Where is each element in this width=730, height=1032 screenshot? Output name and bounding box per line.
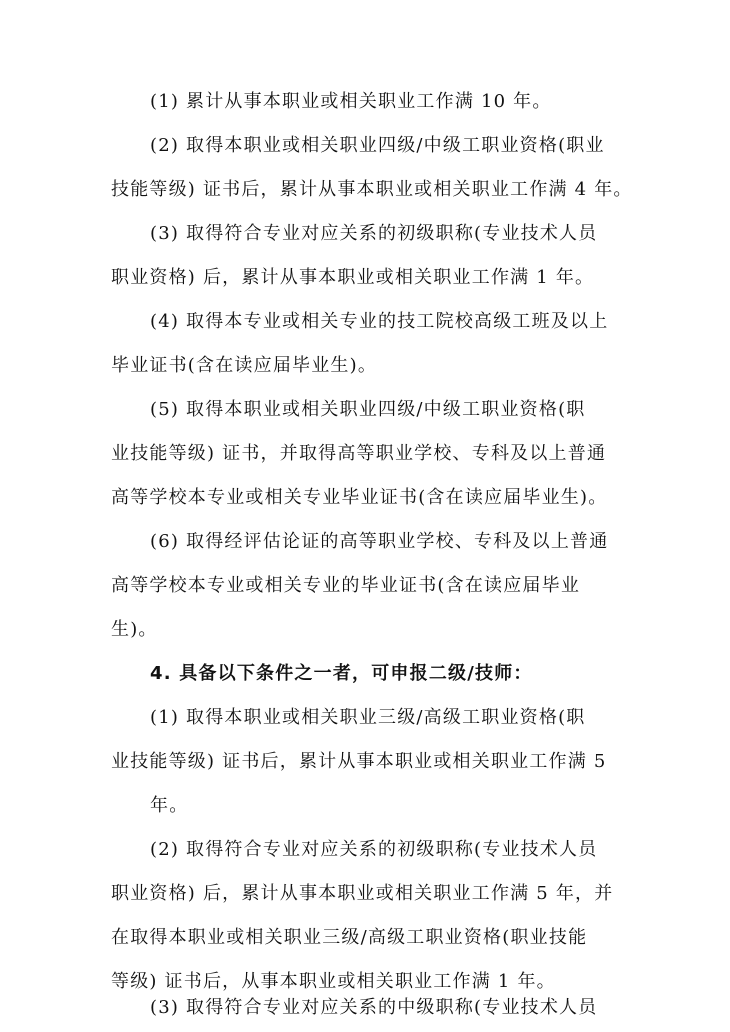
text-line: 在取得本职业或相关职业三级/高级工职业资格(职业技能: [111, 927, 588, 948]
paragraph-line: [0, 300, 730, 344]
paragraph-line: [0, 564, 730, 608]
paragraph-line: [0, 432, 730, 476]
paragraph-line: [0, 476, 730, 520]
text-line: 毕业证书(含在读应届毕业生)。: [111, 355, 378, 376]
paragraph-line: [0, 608, 730, 652]
text-line: (1) 取得本职业或相关职业三级/高级工职业资格(职: [150, 707, 586, 728]
section-heading: 4. 具备以下条件之一者，可申报二级/技师：: [150, 663, 533, 684]
paragraph-line: [0, 388, 730, 432]
paragraph-line: [0, 344, 730, 388]
text-line: 职业资格) 后，累计从事本职业或相关职业工作满 5 年，并: [111, 883, 614, 904]
text-line: (5) 取得本职业或相关职业四级/中级工职业资格(职: [150, 399, 586, 420]
paragraph-line: [0, 212, 730, 256]
paragraph-line: [0, 986, 730, 1030]
paragraph-line: [0, 872, 730, 916]
text-line: 技能等级) 证书后，累计从事本职业或相关职业工作满 4 年。: [111, 179, 633, 200]
text-line: (3) 取得符合专业对应关系的中级职称(专业技术人员: [150, 997, 598, 1018]
text-line: (1) 累计从事本职业或相关职业工作满 10 年。: [150, 91, 552, 112]
paragraph-line: [0, 740, 730, 784]
text-line: 职业资格) 后，累计从事本职业或相关职业工作满 1 年。: [111, 267, 595, 288]
paragraph-line: [0, 828, 730, 872]
text-line: (4) 取得本专业或相关专业的技工院校高级工班及以上: [150, 311, 609, 332]
paragraph-line: [0, 784, 730, 828]
text-line: 高等学校本专业或相关专业的毕业证书(含在读应届毕业: [111, 575, 581, 596]
paragraph-line: [0, 80, 730, 124]
paragraph-line: [0, 256, 730, 300]
text-line: 等级) 证书后，从事本职业或相关职业工作满 1 年。: [111, 971, 556, 992]
text-line: 业技能等级) 证书，并取得高等职业学校、专科及以上普通: [111, 443, 607, 464]
text-line: (3) 取得符合专业对应关系的初级职称(专业技术人员: [150, 223, 598, 244]
text-line: (6) 取得经评估论证的高等职业学校、专科及以上普通: [150, 531, 609, 552]
section-heading-line: [0, 652, 730, 696]
text-line: (2) 取得本职业或相关职业四级/中级工职业资格(职业: [150, 135, 605, 156]
paragraph-line: [0, 124, 730, 168]
paragraph-line: [0, 696, 730, 740]
text-line: 业技能等级) 证书后，累计从事本职业或相关职业工作满 5: [111, 751, 607, 772]
text-line: (2) 取得符合专业对应关系的初级职称(专业技术人员: [150, 839, 598, 860]
text-line: 生)。: [111, 619, 158, 640]
text-line: 高等学校本专业或相关专业毕业证书(含在读应届毕业生)。: [111, 487, 608, 508]
paragraph-line: [0, 168, 730, 212]
text-line: 年。: [150, 795, 189, 816]
paragraph-line: [0, 916, 730, 960]
paragraph-line: [0, 520, 730, 564]
